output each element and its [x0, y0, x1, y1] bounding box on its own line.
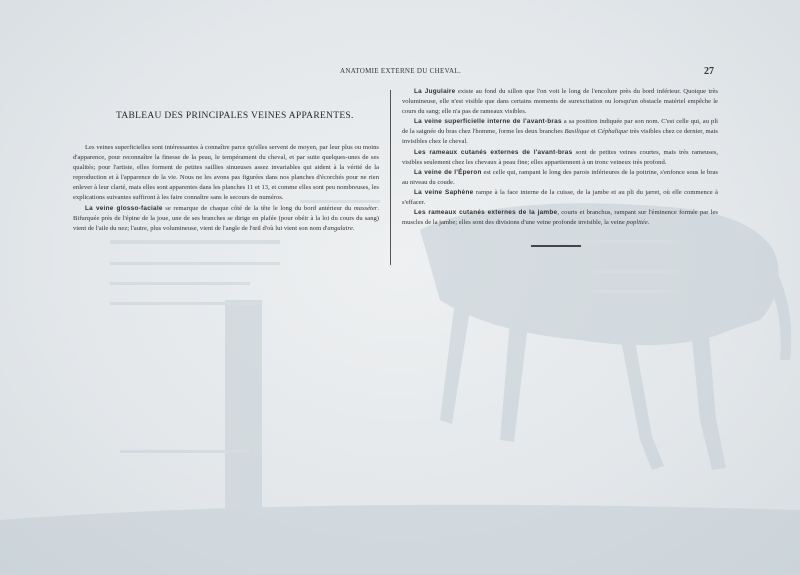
- saphene-paragraph: [402, 188, 718, 208]
- glosso-italic-1: masséter: [353, 204, 378, 212]
- vein-name-rameaux-jambe: Les rameaux cutanés externes de la jambe: [414, 209, 558, 217]
- eperon-paragraph: [402, 168, 718, 188]
- glosso-text-3: .: [352, 224, 355, 232]
- glosso-text-1: se remarque de chaque côté de la tête le long du bord antérieur du: [162, 204, 354, 212]
- right-column: [402, 87, 718, 228]
- section-heading: TABLEAU DES PRINCIPALES VEINES APPARENTES.: [116, 111, 354, 121]
- rameaux-jambe-italic: poplitée: [626, 219, 648, 227]
- avant-bras-italic-2: Céphalique: [597, 128, 628, 136]
- rameaux-jambe-text-1: , courts et branchus, rampant sur l'éminence formée par les muscles de la jambe; elles sont des divisions d'une veine profonde invisible, la veine: [402, 209, 718, 227]
- column-divider: [390, 90, 391, 265]
- jugulaire-paragraph: [402, 87, 718, 117]
- vein-name-saphene: La veine Saphène: [414, 188, 474, 196]
- intro-paragraph: Les veines superficielles sont intéressantes à connaître parce qu'elles servent de moyen, par leur plus ou moins d'apparence, pour reconnaître la finesse de la peau, le tempérament du cheval, et par suite quelques-unes de ses qualités; pour l'artiste, elles forment de petites saillies sinueuses assez invariables qui aident à la vérité de la reproduction et à l'apparence de la vie. Nous ne les avons pas figurées dans nos planches d'écorchés pour ne rien enlever à leur clarté, mais elles sont apparentes dans les planches 11 et 13, et comme elles sont peu nombreuses, les explications suivantes suffiront à les faire connaître sans le secours de numéros.: [73, 144, 379, 202]
- ghost-horse-leg-2: [500, 320, 528, 442]
- eperon-text: est celle qui, rampant le long des parois inférieures de la poitrine, s'enfonce sous le bras au niveau du coude.: [402, 168, 718, 186]
- glosso-faciale-paragraph: [73, 204, 379, 234]
- vein-name-jugulaire: La Jugulaire: [414, 88, 456, 95]
- vein-name-glosso-faciale: La veine glosso-faciale: [85, 204, 163, 212]
- glosso-text-2: . Bifurquée près de l'épine de la joue, une de ses branches se dirige en plafée (pour obéir à la loi du cours du sang) vient de l'aile du nez; l'autre, plus volumineuse, vient de l'angle de l'œil d'où lui vient son nom d': [73, 204, 379, 232]
- rameaux-avant-bras-paragraph: [402, 148, 718, 168]
- avant-bras-paragraph: [402, 117, 718, 147]
- ghost-horse-leg-3: [690, 320, 726, 470]
- ghost-ground: [0, 505, 800, 575]
- left-column: [73, 143, 379, 234]
- rameaux-avant-text: sont de petites veines courtes, mais très rameuses, visibles seulement chez les chevaux à peau fine; elles appartiennent à un tronc veineux très profond.: [402, 148, 718, 166]
- avant-bras-text-3: très visibles chez ce dernier, mais invisibles chez le cheval.: [402, 128, 718, 146]
- running-head: ANATOMIE EXTERNE DU CHEVAL.: [340, 67, 462, 75]
- ghost-horse-leg-4: [620, 335, 664, 470]
- rameaux-jambe-paragraph: [402, 208, 718, 228]
- avant-bras-text-1: a sa position indiquée par son nom. C'est celle qui, au pli de la saignée du bras chez l'homme, forme les deux branches: [402, 118, 719, 136]
- saphene-text: rampe à la face interne de la cuisse, de la jambe et au pli du jarret, où elle commence à s'effacer.: [402, 188, 718, 207]
- vein-name-eperon: La veine de l'Éperon: [414, 168, 482, 176]
- page-number: 27: [704, 66, 714, 77]
- rameaux-jambe-text-2: .: [647, 219, 650, 227]
- glosso-italic-2: angulaire: [327, 224, 353, 232]
- vein-name-avant-bras: La veine superficielle interne de l'avant-bras: [414, 118, 562, 126]
- ghost-post: [225, 300, 262, 530]
- avant-bras-text-2: et: [589, 128, 598, 136]
- section-end-rule: [531, 245, 581, 247]
- ghost-horse-leg-1: [440, 300, 470, 424]
- jugulaire-text: existe au fond du sillon que l'on voit le long de l'encolure près du bord inférieur. Quoique très volumineuse, elle n'est visible que dans certains moments de surexcitation ou lorsqu'un obstacle matériel empêche le cours du sang; elle n'a pas de rameaux visibles.: [402, 88, 718, 116]
- avant-bras-italic-1: Basilique: [564, 128, 590, 136]
- vein-name-rameaux-avant-bras: Les rameaux cutanés externes de l'avant-bras: [414, 148, 573, 156]
